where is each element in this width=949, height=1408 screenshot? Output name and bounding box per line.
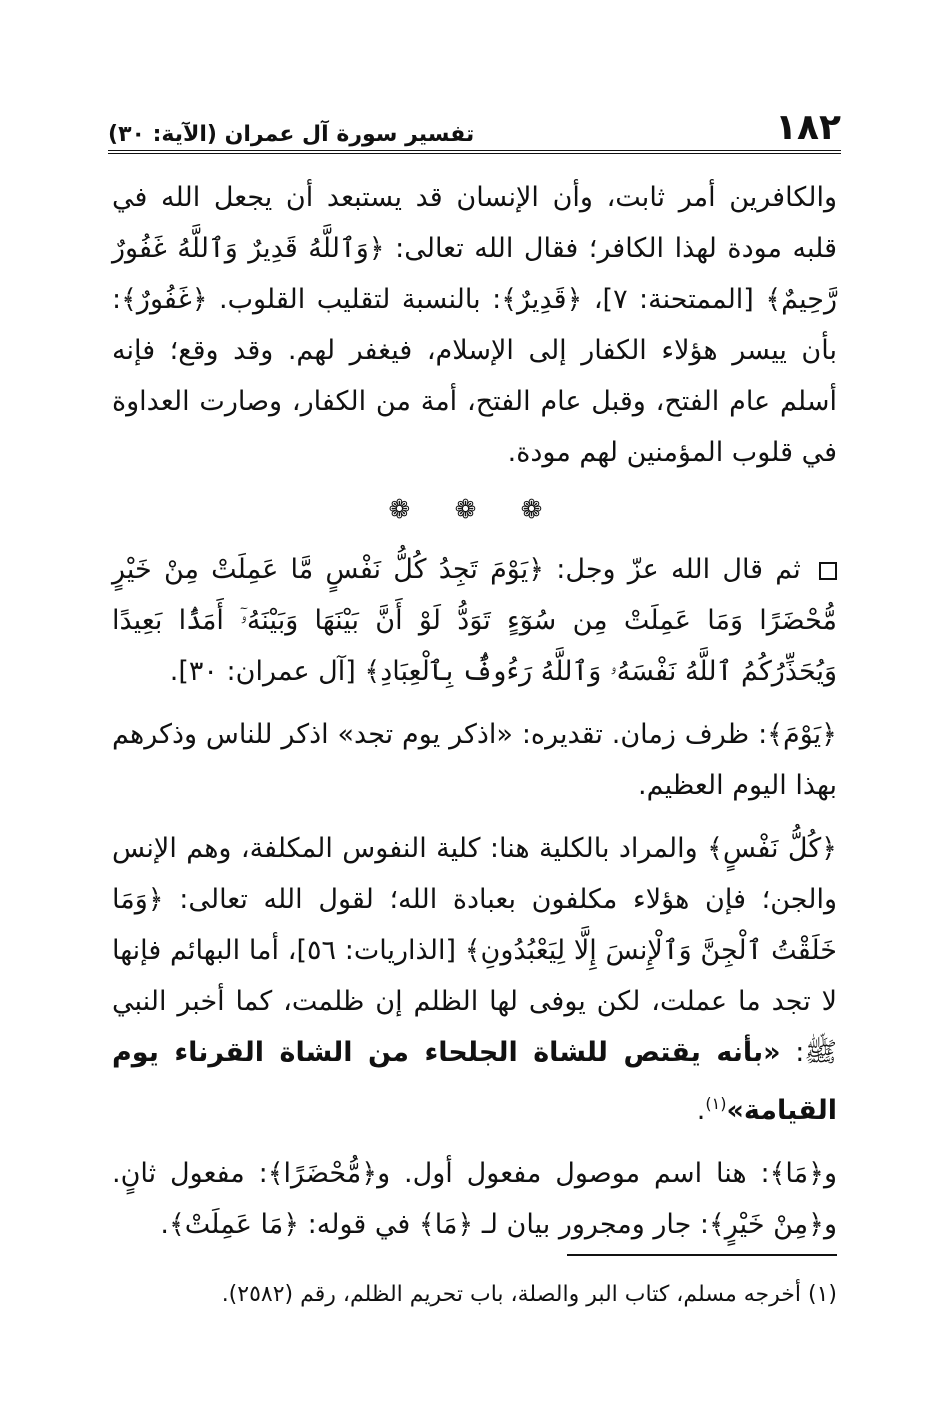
body-text: في قوله: xyxy=(307,1209,411,1240)
body-text: و xyxy=(823,1158,837,1189)
quran-word: ﴿قَدِيرٌ﴾ xyxy=(501,284,583,315)
hadith-text: «بأنه يقتص للشاة الجلحاء من الشاة القرناء يوم القيامة» xyxy=(112,1037,837,1126)
body-text: أما البهائم فإنها لا تجد ما عملت، لكن يوفى لها الظلم إن ظلمت، كما أخبر النبي ﷺ: xyxy=(112,935,837,1068)
quran-word: ﴿غَفُورٌ﴾ xyxy=(121,284,208,315)
body-text: : جار ومجرور بيان لـ xyxy=(481,1209,709,1240)
page-number: ١٨٢ xyxy=(775,107,841,148)
page-header xyxy=(108,96,841,154)
verse-reference: [آل عمران: ٣٠]. xyxy=(169,656,356,687)
square-bullet-icon xyxy=(819,562,837,580)
body-text: ثم قال الله عزّ وجل: xyxy=(556,554,801,585)
body-text: والمراد بالكلية هنا: كلية النفوس المكلفة، وهم الإنس والجن؛ فإن هؤلاء مكلفون بعبادة الله؛ لقول الله تعالى: xyxy=(112,833,837,915)
quran-word: ﴿كُلُّ نَفْسٍ﴾ xyxy=(707,833,838,864)
quran-word: ﴿مَا﴾ xyxy=(418,1209,474,1240)
body-text: : هنا اسم موصول مفعول أول. و xyxy=(377,1158,770,1189)
footnote xyxy=(112,1278,837,1312)
quran-word: ﴿مَا عَمِلَتْ﴾ xyxy=(168,1209,300,1240)
section-separator: ❁ ❁ ❁ xyxy=(388,495,561,525)
quran-verse: ﴿وَمَا خَلَقْتُ ٱلْجِنَّ وَٱلْإِنسَ إِلَّا لِيَعْبُدُونِ﴾ xyxy=(112,884,837,966)
body-text: : ظرف زمان. تقديره: «اذكر يوم تجد» اذكر للناس وذكرهم بهذا اليوم العظيم. xyxy=(112,719,837,801)
footnote-text: أخرجه مسلم، كتاب البر والصلة، باب تحريم الظلم، رقم (٢٥٨٢). xyxy=(221,1282,801,1307)
verse-reference: [الممتحنة: ٧]، xyxy=(593,284,754,315)
body-text: والكافرين أمر ثابت، وأن الإنسان قد يستبعد أن يجعل الله في قلبه مودة لهذا الكافر؛ فقال الله تعالى: xyxy=(112,182,837,264)
quran-word: ﴿يَوْمَ﴾ xyxy=(767,719,837,750)
quran-verse: ﴿وَٱللَّهُ قَدِيرٌ وَٱللَّهُ غَفُورٌ رَّحِيمٌ﴾ xyxy=(112,233,837,315)
quran-word: ﴿مُّحْضَرًا﴾ xyxy=(267,1158,378,1189)
paragraph xyxy=(112,172,837,478)
verse-reference: [الذاريات: ٥٦]، xyxy=(287,935,456,966)
paragraph: ﴿كُلُّ نَفْسٍ﴾ والمراد بالكلية هنا: كلية النفوس المكلفة، وهم الإنس والجن؛ فإن هؤلاء مكلفون بعبادة الله؛ لقول الله تعالى: ﴿وَمَا خَلَقْتُ ٱلْجِنَّ وَٱلْإِنسَ إِلَّا لِيَعْبُدُونِ﴾ [الذاريات: ٥٦]، أما البهائم فإنها لا تجد ما عملت، لكن يوفى لها الظلم إن ظلمت، كما أخبر النبي ﷺ: «بأنه يقتص للشاة الجلحاء من الشاة القرناء يوم القيامة»$^{(١)}$. xyxy=(112,833,838,1126)
body-text: : بالنسبة لتقليب القلوب. xyxy=(218,284,502,315)
body-text: : مفعول ثانٍ. و xyxy=(112,1158,837,1240)
paragraph xyxy=(112,709,837,811)
footnote-divider xyxy=(567,1254,837,1256)
body-text: . xyxy=(160,1209,169,1240)
footnote-number: (١) xyxy=(807,1282,837,1307)
quran-word: ﴿مَا﴾ xyxy=(769,1158,824,1189)
body-text: : بأن ييسر هؤلاء الكفار إلى الإسلام، فيغفر لهم. وقد وقع؛ فإنه أسلم عام الفتح، وقبل عام الفتح، أمة من الكفار، وصارت العداوة في قلوب المؤمنين لهم مودة. xyxy=(112,284,837,468)
page-body xyxy=(112,172,837,1262)
paragraph xyxy=(112,1148,837,1250)
footnote-marker[interactable]: (١) xyxy=(705,1094,727,1113)
running-title: تفسير سورة آل عمران (الآية: ٣٠) xyxy=(108,122,475,147)
paragraph xyxy=(112,544,837,697)
quran-verse: ﴿يَوْمَ تَجِدُ كُلُّ نَفْسٍ مَّا عَمِلَتْ مِنْ خَيْرٍ مُّحْضَرًا وَمَا عَمِلَتْ مِن سُوٓءٍ تَوَدُّ لَوْ أَنَّ بَيْنَهَا وَبَيْنَهُۥٓ أَمَدًۢا بَعِيدًا وَيُحَذِّرُكُمُ ٱللَّهُ نَفْسَهُۥ وَٱللَّهُ رَءُوفٌۢ بِٱلْعِبَادِ﴾ xyxy=(112,554,837,687)
quran-word: ﴿مِنْ خَيْرٍ﴾ xyxy=(708,1209,824,1240)
